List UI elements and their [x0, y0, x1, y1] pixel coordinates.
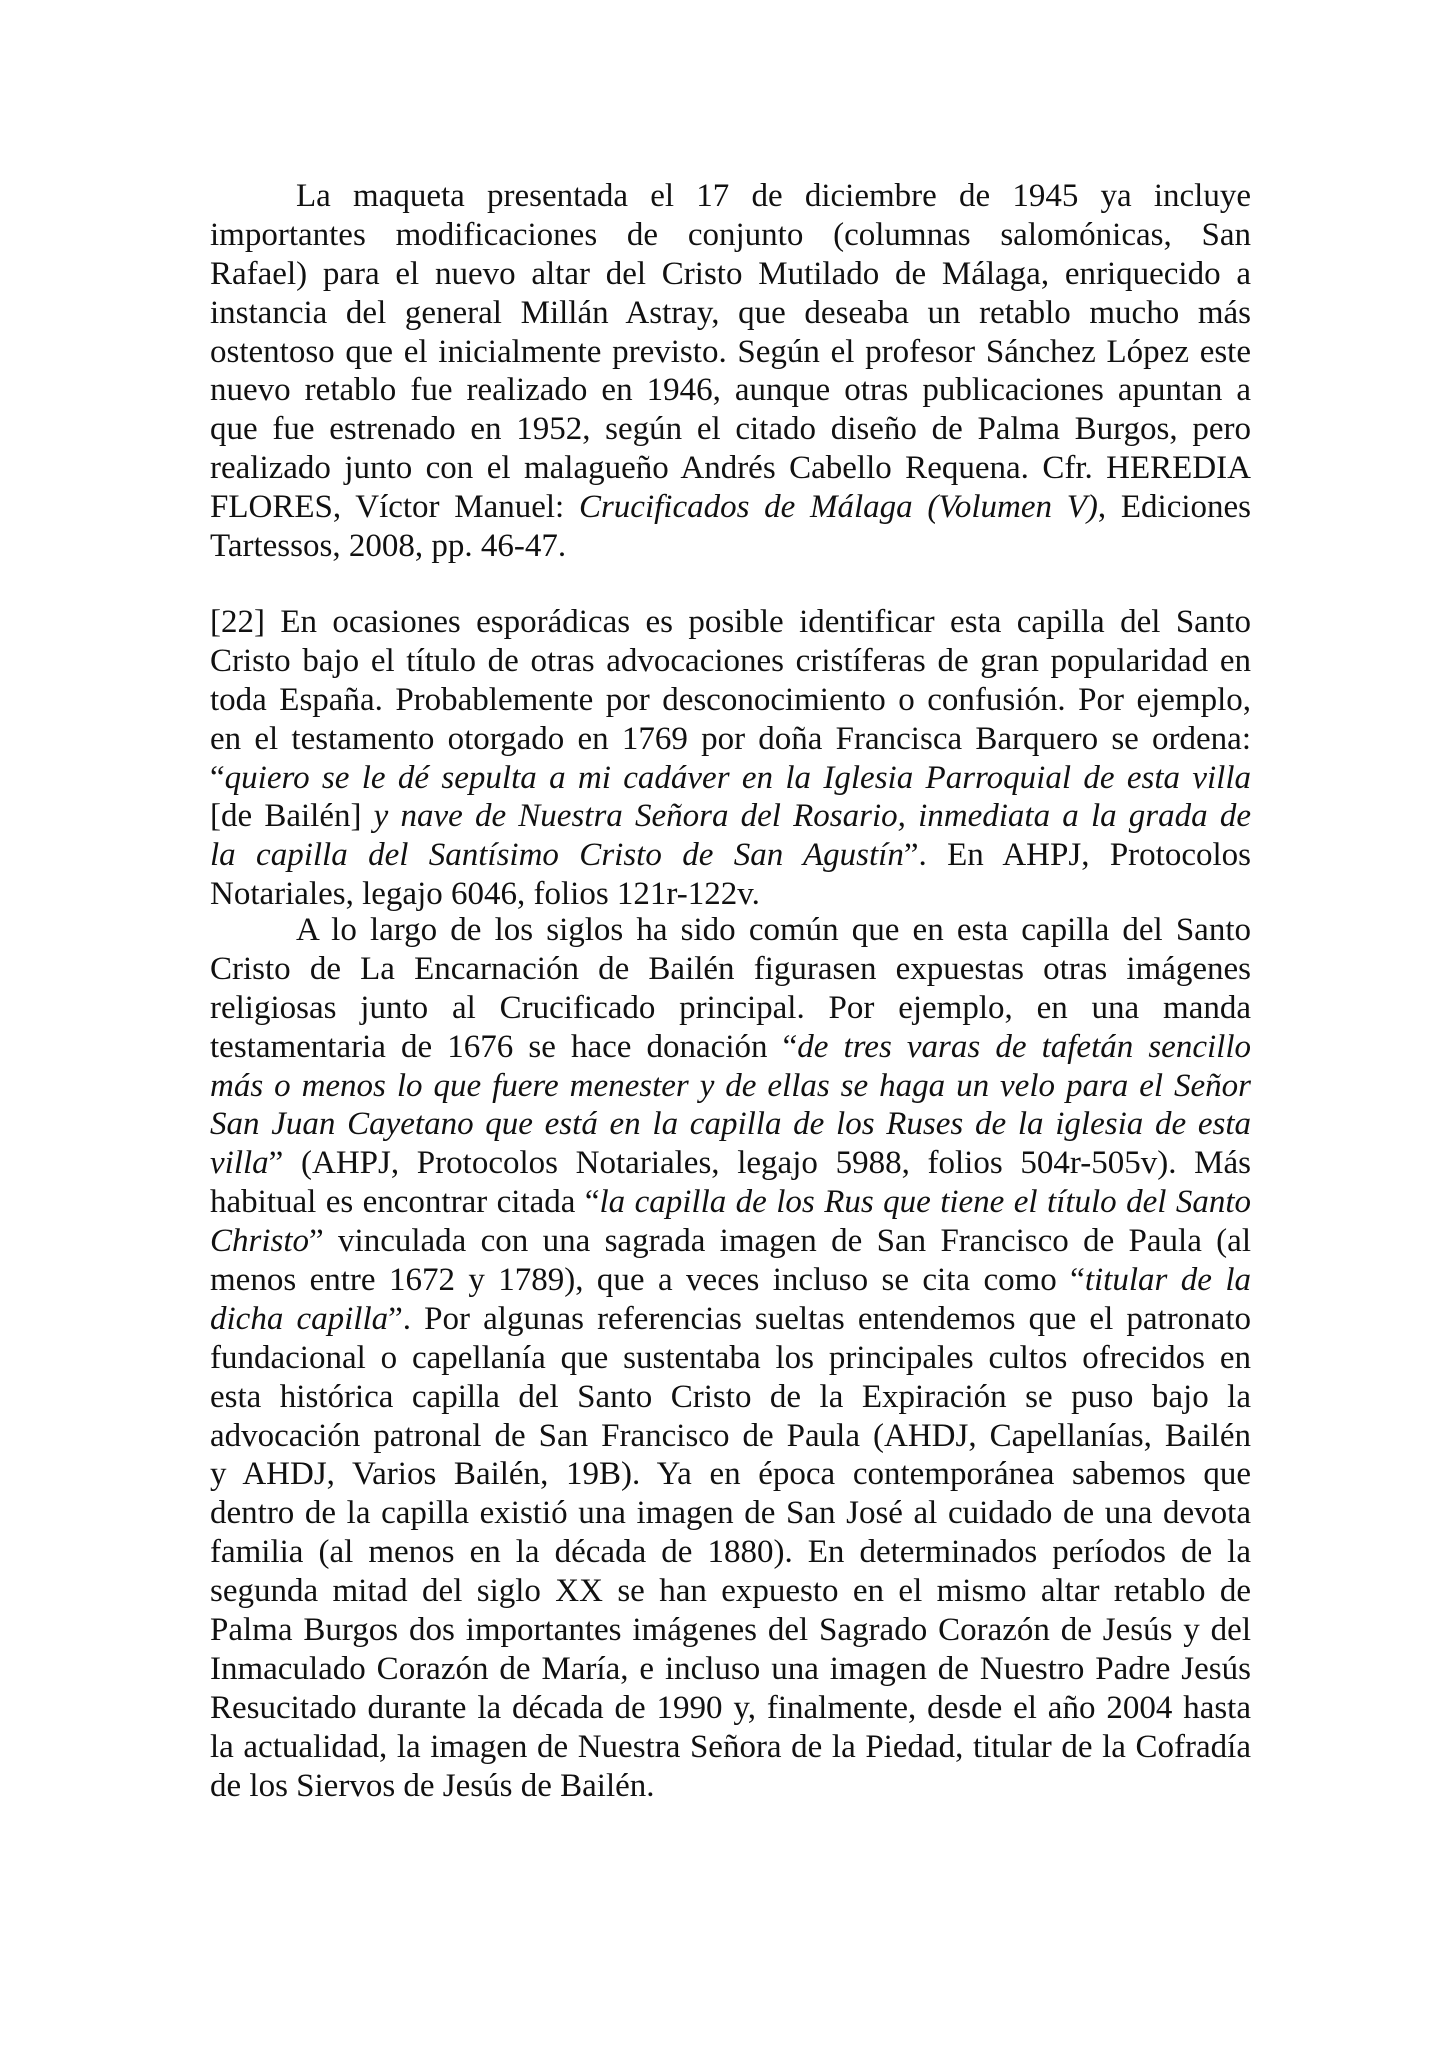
text-segment: [de Bailén]: [210, 798, 374, 835]
footnote-22-paragraph: [210, 603, 1251, 914]
paragraph-maqueta-note: [210, 177, 1251, 566]
text-segment: FLORES, Víctor Manuel:: [210, 489, 579, 526]
italic-quote-text: quiero se le dé sepulta a mi cadáver en la Iglesia Parroquial de esta villa: [224, 759, 1251, 796]
paragraph-capilla-imagenes: [210, 911, 1251, 1805]
italic-quote-text: San Juan Cayetano que está en la capilla de los Ruses de la iglesia de esta: [210, 1106, 1251, 1143]
text-line: [210, 1533, 1251, 1572]
text-line: [210, 875, 1251, 914]
text-line: [210, 177, 1251, 216]
text-segment: Resucitado durante la década de 1990 y, finalmente, desde el año 2004 hasta: [210, 1689, 1251, 1726]
text-line: [210, 1572, 1251, 1611]
text-line: [210, 527, 1251, 566]
text-line: [210, 1222, 1251, 1261]
text-segment: testamentaria de 1676 se hace donación “: [210, 1028, 798, 1065]
italic-quote-text: la capilla del Santísimo Cristo de San Agustín: [210, 837, 904, 874]
text-segment: Cristo bajo el título de otras advocaciones cristíferas de gran popularidad en: [210, 642, 1251, 679]
text-segment: menos entre 1672 y 1789), que a veces incluso se cita como “: [210, 1262, 1085, 1299]
italic-quote-text: villa: [210, 1145, 269, 1182]
text-line: [210, 642, 1251, 681]
text-line: [210, 371, 1251, 410]
text-line: [210, 1028, 1251, 1067]
text-line: [210, 1494, 1251, 1533]
text-segment: familia (al menos en la década de 1880). En determinados períodos de la: [210, 1534, 1251, 1571]
text-segment: [22] En ocasiones esporádicas es posible identificar esta capilla del Santo: [210, 604, 1251, 640]
text-segment: A lo largo de los siglos ha sido común que en esta capilla del Santo: [296, 912, 1251, 948]
text-segment: Rafael) para el nuevo altar del Cristo Mutilado de Málaga, enriquecido a: [210, 255, 1251, 292]
text-segment: y AHDJ, Varios Bailén, 19B). Ya en época contemporánea sabemos que: [210, 1456, 1251, 1493]
text-line: [210, 1767, 1251, 1806]
text-segment: religiosas junto al Crucificado principal. Por ejemplo, en una manda: [210, 989, 1251, 1026]
text-line: [210, 1455, 1251, 1494]
text-line: [210, 1689, 1251, 1728]
text-segment: fundacional o capellanía que sustentaba los principales cultos ofrecidos en: [210, 1339, 1251, 1376]
text-line: [210, 797, 1251, 836]
text-line: [210, 989, 1251, 1028]
text-segment: esta histórica capilla del Santo Cristo de la Expiración se puso bajo la: [210, 1378, 1251, 1415]
text-line: [210, 1261, 1251, 1300]
text-line: [210, 1300, 1251, 1339]
text-line: [210, 603, 1251, 642]
text-line: [210, 1417, 1251, 1456]
text-segment: advocación patronal de San Francisco de Paula (AHDJ, Capellanías, Bailén: [210, 1417, 1251, 1454]
text-segment: “: [210, 759, 225, 796]
italic-quote-text: y nave de Nuestra Señora del Rosario, inmediata a la grada de: [373, 798, 1251, 835]
text-segment: , Ediciones: [1097, 489, 1252, 526]
text-line: [210, 1067, 1251, 1106]
italic-quote-text: dicha capilla: [210, 1300, 389, 1337]
text-segment: La maqueta presentada el 17 de diciembre de 1945 ya incluye: [296, 178, 1251, 214]
text-segment: en el testamento otorgado en 1769 por doña Francisca Barquero se ordena:: [210, 720, 1251, 757]
text-segment: ”. Por algunas referencias sueltas entendemos que el patronato: [388, 1300, 1251, 1337]
text-line: [210, 333, 1251, 372]
text-segment: Palma Burgos dos importantes imágenes del Sagrado Corazón de Jesús y del: [210, 1612, 1251, 1649]
text-segment: la actualidad, la imagen de Nuestra Señora de la Piedad, titular de la Cofradía: [210, 1728, 1251, 1765]
text-line: [210, 1728, 1251, 1767]
text-line: [210, 681, 1251, 720]
text-line: [210, 911, 1251, 950]
text-segment: realizado junto con el malagueño Andrés Cabello Requena. Cfr. HEREDIA: [210, 450, 1251, 487]
text-segment: Notariales, legajo 6046, folios 121r-122v.: [210, 876, 760, 913]
text-segment: Tartessos, 2008, pp. 46-47.: [210, 528, 567, 565]
italic-quote-text: titular de la: [1084, 1262, 1251, 1299]
text-line: [210, 836, 1251, 875]
italic-quote-text: más o menos lo que fuere menester y de ellas se haga un velo para el Señor: [210, 1067, 1251, 1104]
text-line: [210, 294, 1251, 333]
text-segment: instancia del general Millán Astray, que deseaba un retablo mucho más: [210, 294, 1251, 331]
text-line: [210, 1105, 1251, 1144]
text-line: [210, 1339, 1251, 1378]
text-line: [210, 1183, 1251, 1222]
text-line: [210, 488, 1251, 527]
text-line: [210, 759, 1251, 798]
italic-quote-text: Crucificados de Málaga (Volumen V): [578, 489, 1098, 526]
text-line: [210, 216, 1251, 255]
text-line: [210, 1144, 1251, 1183]
text-segment: importantes modificaciones de conjunto (columnas salomónicas, San: [210, 216, 1251, 253]
italic-quote-text: Christo: [210, 1223, 310, 1260]
text-segment: segunda mitad del siglo XX se han expuesto en el mismo altar retablo de: [210, 1573, 1251, 1610]
text-line: [210, 720, 1251, 759]
text-line: [210, 255, 1251, 294]
text-line: [210, 449, 1251, 488]
italic-quote-text: de tres varas de tafetán sencillo: [797, 1028, 1251, 1065]
text-segment: Inmaculado Corazón de María, e incluso una imagen de Nuestro Padre Jesús: [210, 1650, 1251, 1687]
text-line: [210, 950, 1251, 989]
text-segment: toda España. Probablemente por desconocimiento o confusión. Por ejemplo,: [210, 681, 1251, 718]
text-segment: ” (AHPJ, Protocolos Notariales, legajo 5988, folios 504r-505v). Más: [268, 1145, 1251, 1182]
text-segment: ” vinculada con una sagrada imagen de San Francisco de Paula (al: [309, 1223, 1251, 1260]
text-segment: nuevo retablo fue realizado en 1946, aunque otras publicaciones apuntan a: [210, 372, 1251, 409]
text-segment: de los Siervos de Jesús de Bailén.: [210, 1767, 655, 1804]
text-segment: dentro de la capilla existió una imagen de San José al cuidado de una devota: [210, 1495, 1251, 1532]
text-segment: ostentoso que el inicialmente previsto. Según el profesor Sánchez López este: [210, 333, 1251, 370]
text-line: [210, 410, 1251, 449]
text-line: [210, 1650, 1251, 1689]
text-line: [210, 1611, 1251, 1650]
text-segment: habitual es encontrar citada “: [210, 1184, 600, 1221]
text-line: [210, 1378, 1251, 1417]
text-segment: que fue estrenado en 1952, según el citado diseño de Palma Burgos, pero: [210, 411, 1251, 448]
italic-quote-text: la capilla de los Rus que tiene el título del Santo: [599, 1184, 1251, 1221]
text-segment: Cristo de La Encarnación de Bailén figurasen expuestas otras imágenes: [210, 950, 1251, 987]
text-segment: ”. En AHPJ, Protocolos: [903, 837, 1251, 874]
